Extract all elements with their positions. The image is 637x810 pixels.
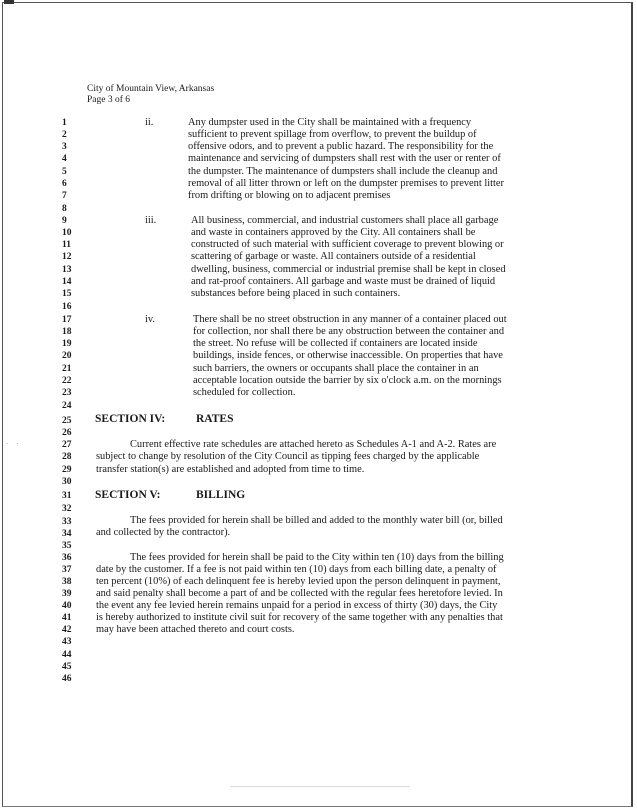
- item-iii-line-4: scattering of garbage or waste. All containers outside of a residential: [191, 251, 476, 262]
- section-iv-line-2: subject to change by resolution of the City Council as tipping fees charged by the applicable: [96, 451, 480, 462]
- item-iv-line-7: scheduled for collection.: [193, 387, 296, 398]
- line-number: 21: [62, 364, 72, 374]
- line-number: 15: [62, 289, 72, 299]
- item-iv-line-4: buildings, inside fences, or otherwise inaccessible. On properties that have: [193, 350, 503, 361]
- line-number: 44: [62, 650, 72, 660]
- section-iv-line-3: transfer station(s) are established and adopted from time to time.: [96, 464, 365, 475]
- line-number: 11: [62, 240, 71, 250]
- line-number: 34: [62, 529, 72, 539]
- page-header: [87, 84, 214, 106]
- scan-margin-marks: · ·: [6, 440, 22, 448]
- line-number: 14: [62, 277, 72, 287]
- line-number: 23: [62, 388, 72, 398]
- item-iii-line-1: All business, commercial, and industrial customers shall place all garbage: [191, 215, 499, 226]
- section-v-para2-line-4: and said penalty shall become a part of and be collected with the regular fees heretofore levied. In: [96, 588, 503, 599]
- item-iii-line-7: substances before being placed in such containers.: [191, 288, 401, 299]
- section-iv-label: SECTION IV:: [95, 413, 166, 425]
- line-number: 10: [62, 228, 72, 238]
- section-iv-line-1: Current effective rate schedules are attached hereto as Schedules A-1 and A-2. Rates are: [130, 439, 497, 450]
- item-iii-line-5: dwelling, business, commercial or industrial premise shall be kept in closed: [191, 264, 506, 275]
- section-v-para1-line-2: and collected by the contractor).: [96, 527, 231, 538]
- section-v-para2-line-7: may have been attached thereto and court costs.: [96, 624, 295, 635]
- item-ii-line-6: removal of all litter thrown or left on the dumpster premises to prevent litter: [188, 178, 504, 189]
- line-number: 38: [62, 577, 72, 587]
- section-v-para2-line-1: The fees provided for herein shall be paid to the City within ten (10) days from the billing: [130, 552, 504, 563]
- header-page-number: Page 3 of 6: [87, 95, 131, 105]
- line-number: 3: [62, 142, 67, 152]
- scan-corner-mark: [4, 0, 14, 4]
- item-numeral-ii: ii.: [145, 117, 154, 128]
- line-number: 8: [62, 204, 67, 214]
- line-number: 4: [62, 154, 67, 164]
- line-number: 2: [62, 130, 67, 140]
- line-number: 17: [62, 315, 72, 325]
- line-number: 13: [62, 265, 72, 275]
- section-v-label: SECTION V:: [95, 489, 161, 501]
- line-number: 41: [62, 613, 72, 623]
- item-iv-line-3: the street. No refuse will be collected if containers are located inside: [193, 338, 478, 349]
- section-v-para2-line-6: is hereby authorized to institute civil suit for recovery of the same together with any penalties that: [96, 612, 503, 623]
- item-iv-line-1: There shall be no street obstruction in any manner of a container placed out: [193, 314, 507, 325]
- line-number: 39: [62, 589, 72, 599]
- item-ii-line-7: from drifting or blowing on to adjacent premises: [188, 190, 391, 201]
- line-number: 19: [62, 339, 72, 349]
- header-org: City of Mountain View, Arkansas: [87, 84, 215, 94]
- line-number: 35: [62, 541, 72, 551]
- item-ii-line-4: maintenance and servicing of dumpsters shall rest with the user or renter of: [188, 153, 501, 164]
- item-iv-line-6: acceptable location outside the barrier by six o'clock a.m. on the mornings: [193, 375, 502, 386]
- section-v-para2-line-2: date by the customer. If a fee is not paid within ten (10) days from each billing date, a penalty of: [96, 564, 497, 575]
- line-number: 37: [62, 565, 72, 575]
- line-number: 42: [62, 625, 72, 635]
- scan-artifact-line: [230, 786, 410, 787]
- line-number: 31: [62, 491, 72, 501]
- line-number: 43: [62, 637, 72, 647]
- line-number: 1: [62, 118, 67, 128]
- item-ii-line-3: offensive odors, and to prevent a public hazard. The responsibility for the: [188, 141, 494, 152]
- line-number: 20: [62, 351, 72, 361]
- line-number: 40: [62, 601, 72, 611]
- item-ii-line-1: Any dumpster used in the City shall be maintained with a frequency: [188, 117, 472, 128]
- line-number: 46: [62, 674, 72, 684]
- line-number: 7: [62, 191, 67, 201]
- item-ii-line-2: sufficient to prevent spillage from overflow, to prevent the buildup of: [188, 129, 477, 140]
- line-number: 24: [62, 401, 72, 411]
- section-iv-title: RATES: [196, 413, 234, 425]
- item-iv-line-5: such barriers, the owners or occupants shall place the container in an: [193, 363, 479, 374]
- line-number: 26: [62, 428, 72, 438]
- item-numeral-iv: iv.: [145, 314, 156, 325]
- line-number: 30: [62, 477, 72, 487]
- line-number: 36: [62, 553, 72, 563]
- item-iv-line-2: for collection, nor shall there be any obstruction between the container and: [193, 326, 505, 337]
- line-number: 25: [62, 416, 72, 426]
- line-number: 6: [62, 179, 67, 189]
- line-number: 18: [62, 327, 72, 337]
- line-number: 12: [62, 252, 72, 262]
- line-number: 5: [62, 167, 67, 177]
- item-numeral-iii: iii.: [145, 215, 157, 226]
- section-v-para2-line-3: ten percent (10%) of each delinquent fee is hereby levied upon the person delinquent in payment,: [96, 576, 501, 587]
- section-v-para1-line-1: The fees provided for herein shall be billed and added to the monthly water bill (or, billed: [130, 515, 503, 526]
- item-iii-line-3: constructed of such material with sufficient coverage to prevent blowing or: [191, 239, 504, 250]
- line-number: 45: [62, 662, 72, 672]
- line-number: 33: [62, 517, 72, 527]
- item-ii-line-5: the dumpster. The maintenance of dumpsters shall include the cleanup and: [188, 166, 498, 177]
- line-number: 16: [62, 302, 72, 312]
- line-number: 29: [62, 465, 72, 475]
- item-iii-line-6: and rat-proof containers. All garbage and waste must be drained of liquid: [191, 276, 496, 287]
- section-v-title: BILLING: [196, 489, 246, 501]
- item-iii-line-2: and waste in containers approved by the City. All containers shall be: [191, 227, 476, 238]
- section-v-para2-line-5: the event any fee levied herein remains unpaid for a period in excess of thirty (30) days, the City: [96, 600, 498, 611]
- line-number: 32: [62, 504, 72, 514]
- line-number: 9: [62, 216, 67, 226]
- line-number: 28: [62, 452, 72, 462]
- line-number: 27: [62, 440, 72, 450]
- line-number: 22: [62, 376, 72, 386]
